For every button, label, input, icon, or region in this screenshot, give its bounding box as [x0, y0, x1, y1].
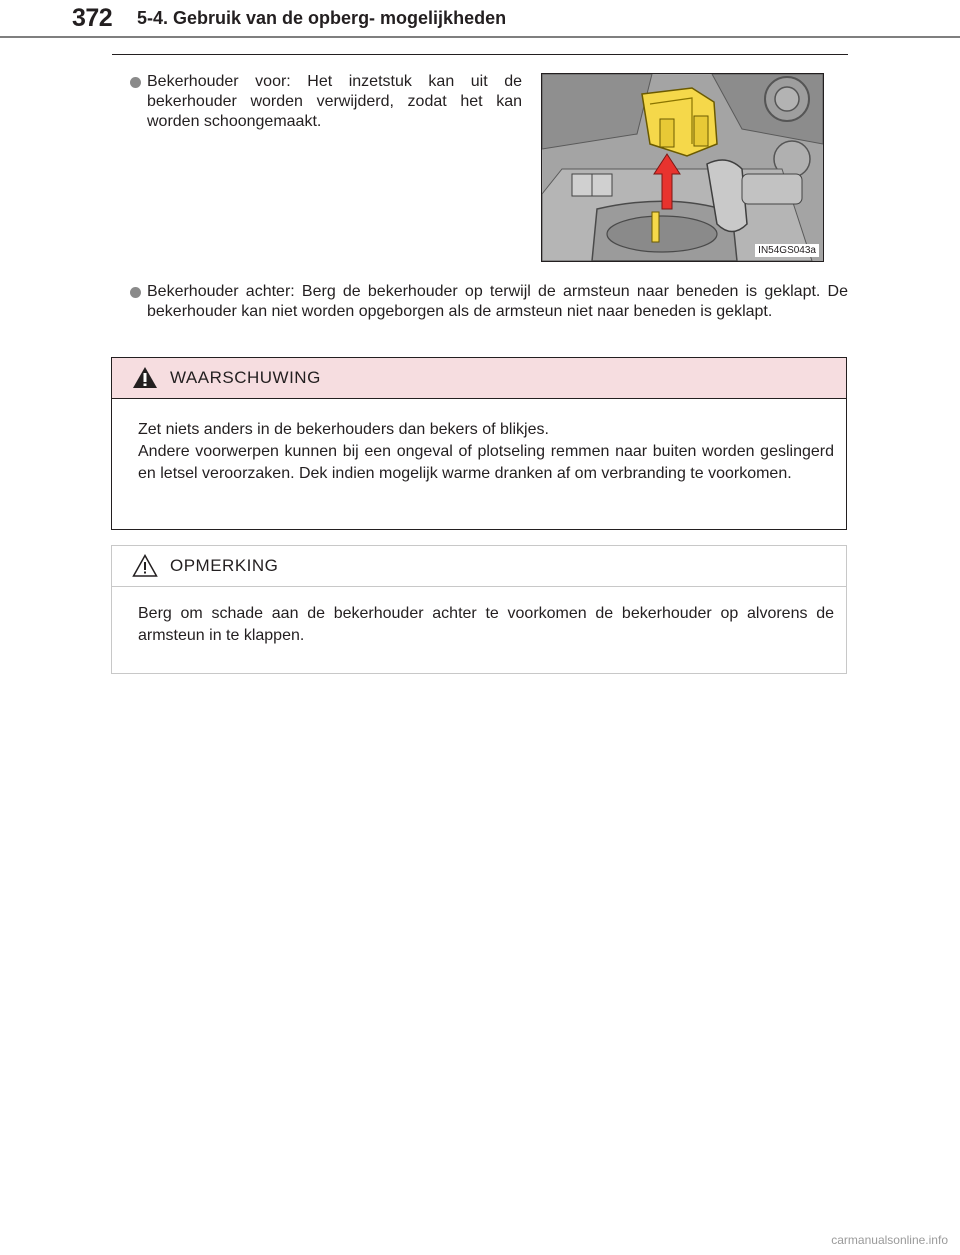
header-rule	[0, 36, 960, 38]
warning-label: WAARSCHUWING	[170, 368, 321, 387]
content-rule	[112, 54, 848, 55]
warning-header	[112, 358, 846, 399]
warning-line: Andere voorwerpen kunnen bij een ongeval of plotseling remmen naar buiten worden geslingerd en letsel veroorzaken. Dek indien mogelijk warme dranken af om verbranding te voorkomen.	[138, 443, 834, 482]
note-text: Berg om schade aan de bekerhouder achter te voorkomen de bekerhouder op alvorens de armsteun in te klappen.	[138, 605, 834, 644]
section-title: 5-4. Gebruik van de opberg- mogelijkheden	[137, 8, 507, 28]
bullet-dot-icon	[130, 287, 141, 298]
warning-line: Zet niets anders in de bekerhouders dan bekers of blikjes.	[138, 421, 549, 438]
bullet-front-text: Bekerhouder voor: Het inzetstuk kan uit de bekerhouder worden verwijderd, zodat het kan worden schoongemaakt.	[147, 73, 522, 130]
bullet-front-cupholder	[130, 72, 522, 132]
bullet-rear-text: Bekerhouder achter: Berg de bekerhouder op terwijl de armsteun naar beneden is geklapt. De bekerhouder kan niet worden opgeborgen als de armsteun niet naar beneden is geklapt.	[147, 283, 848, 320]
note-body	[138, 603, 834, 647]
page-number: 372	[72, 4, 113, 32]
note-header	[112, 546, 846, 587]
note-label: OPMERKING	[170, 556, 279, 575]
console-drawing	[542, 74, 823, 261]
bullet-rear-cupholder	[130, 282, 848, 322]
watermark-url: carmanualsonline.info	[831, 1233, 948, 1247]
warning-box	[111, 357, 847, 530]
figure-code: IN54GS043a	[755, 244, 819, 257]
warning-triangle-icon	[132, 366, 158, 389]
warning-body	[138, 419, 834, 485]
note-box	[111, 545, 847, 674]
cupholder-illustration	[541, 73, 824, 262]
caution-triangle-icon	[132, 554, 158, 577]
bullet-dot-icon	[130, 77, 141, 88]
